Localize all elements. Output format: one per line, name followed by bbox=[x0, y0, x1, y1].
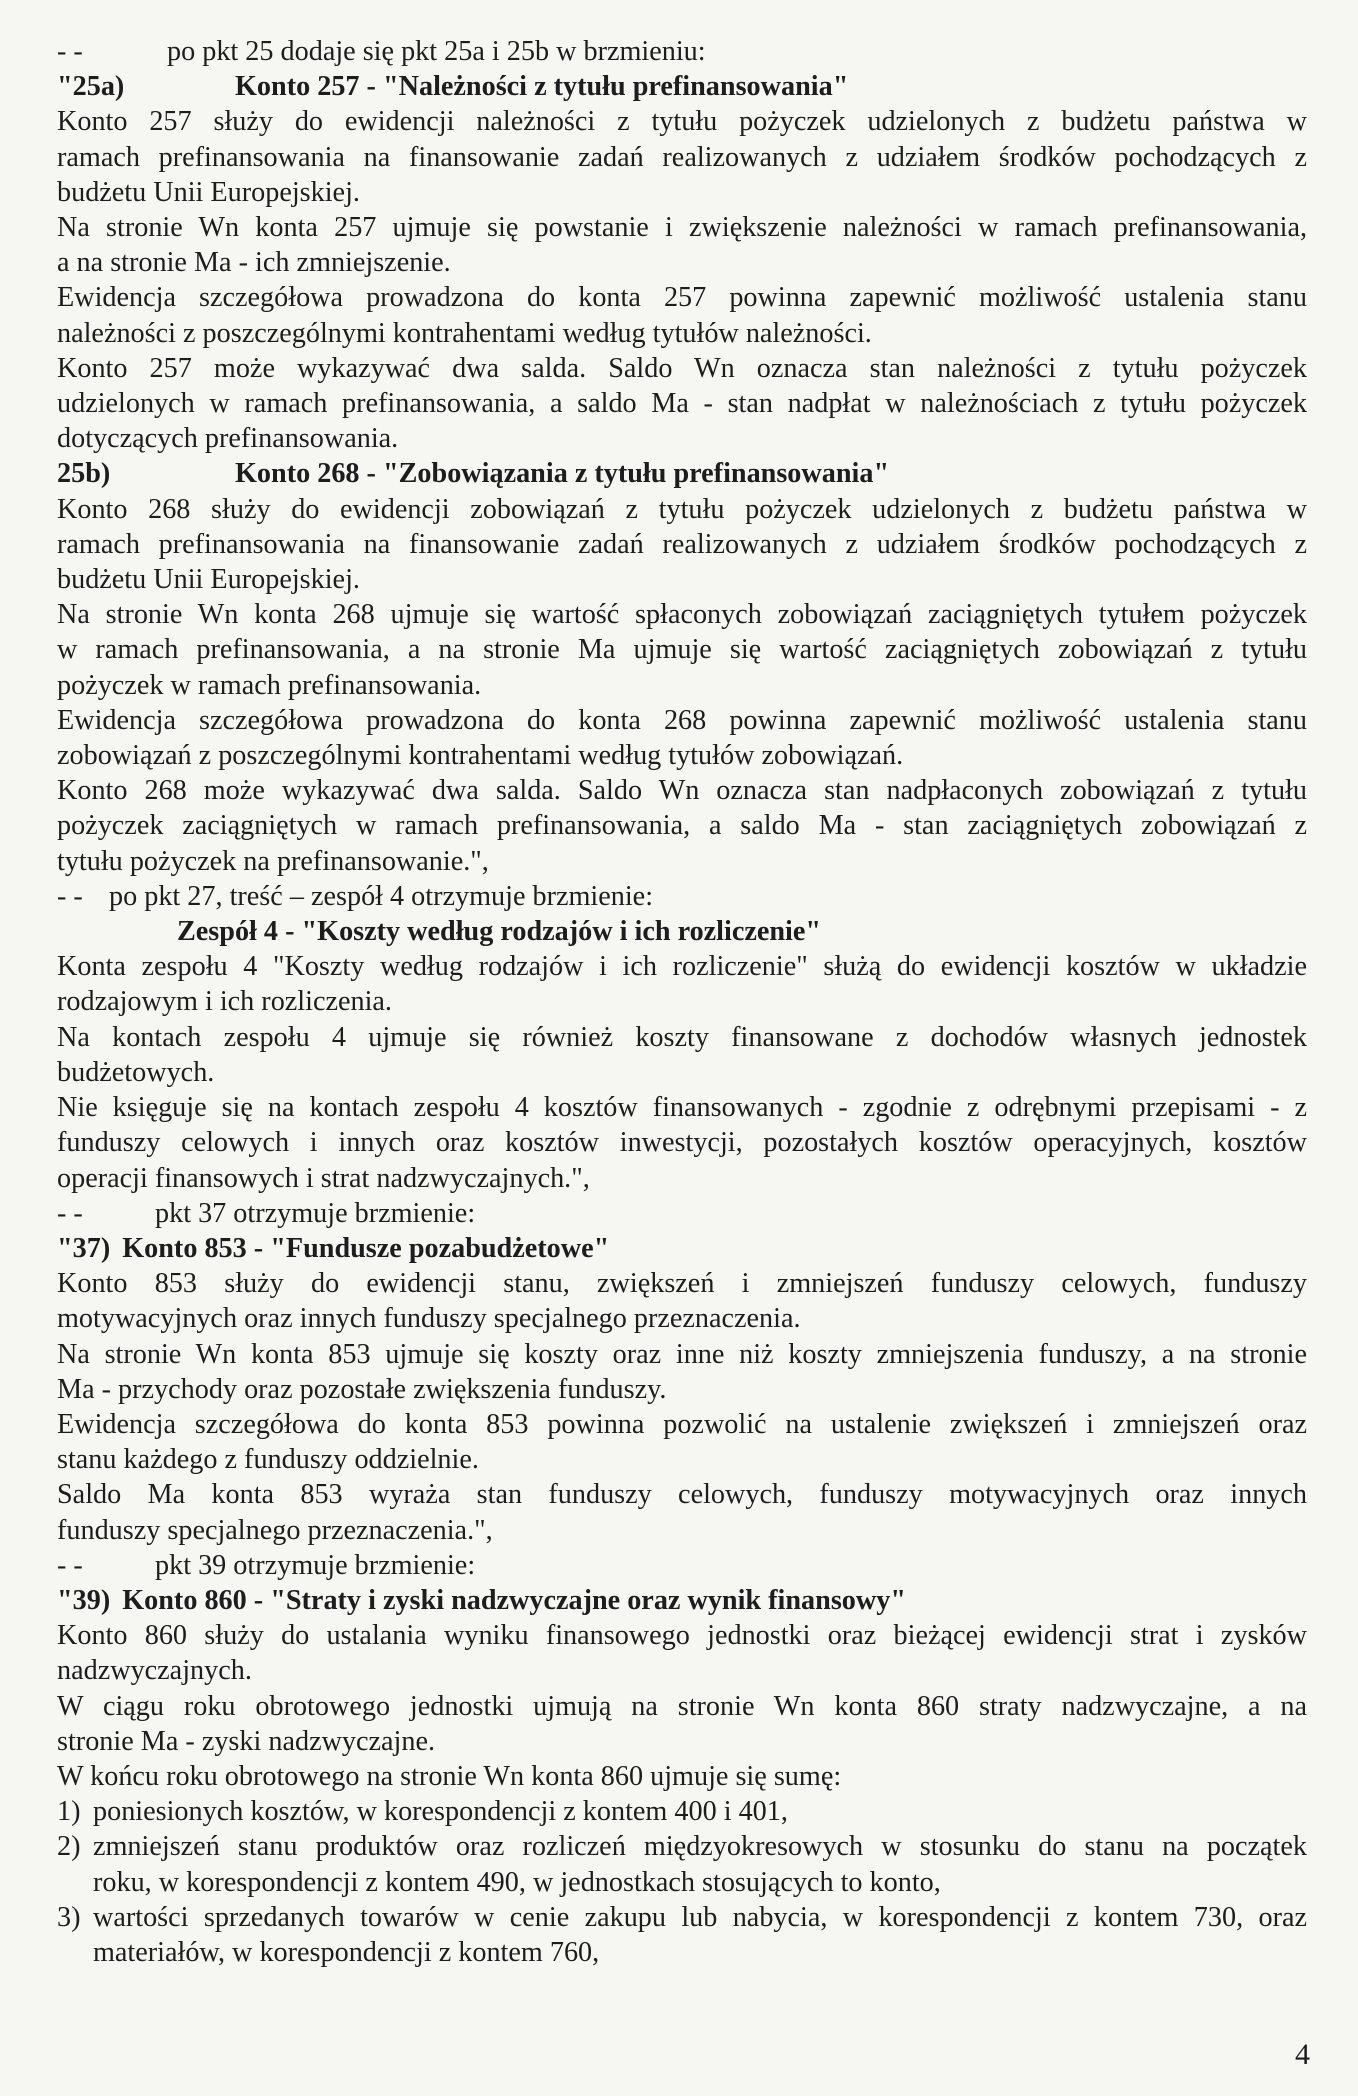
paragraph bbox=[57, 1618, 1307, 1688]
paragraph bbox=[57, 1407, 1307, 1477]
text-line: a na stronie Ma - ich zmniejszenie. bbox=[57, 247, 451, 279]
list-item bbox=[57, 1900, 1307, 1970]
section-39-heading bbox=[57, 1583, 1307, 1618]
section-number: "25a) bbox=[57, 71, 125, 103]
text-line: tytułu pożyczek na prefinansowanie.", bbox=[57, 845, 489, 877]
section-title: Konto 257 - "Należności z tytułu prefinansowania" bbox=[235, 71, 849, 103]
paragraph bbox=[57, 210, 1307, 280]
section-number: "37) bbox=[57, 1232, 111, 1264]
paragraph bbox=[57, 703, 1307, 773]
pkt37-text: pkt 37 otrzymuje brzmienie: bbox=[155, 1197, 476, 1229]
paragraph bbox=[57, 1689, 1307, 1759]
text-line: dotyczących prefinansowania. bbox=[57, 423, 399, 455]
paragraph bbox=[57, 280, 1307, 350]
text-line: materiałów, w korespondencji z kontem 760, bbox=[93, 1936, 600, 1968]
text-line: ramach prefinansowania na finansowanie zadań realizowanych z udziałem środków pochodzących z bbox=[57, 141, 1307, 173]
section-title: Konto 853 - "Fundusze pozabudżetowe" bbox=[122, 1232, 610, 1264]
section-title: Konto 860 - "Straty i zyski nadzwyczajne oraz wynik finansowy" bbox=[122, 1584, 906, 1616]
text-line: Konto 257 służy do ewidencji należności z tytułu pożyczek udzielonych z budżetu państwa w bbox=[57, 106, 1307, 138]
page-number: 4 bbox=[1295, 2038, 1310, 2071]
paragraph bbox=[57, 949, 1307, 1019]
text-line: W ciągu roku obrotowego jednostki ujmują na stronie Wn konta 860 straty nadzwyczajne, a na bbox=[57, 1690, 1307, 1722]
text-line: stronie Ma - zyski nadzwyczajne. bbox=[57, 1725, 436, 1757]
list-number: 3) bbox=[57, 1901, 81, 1933]
text-line: nadzwyczajnych. bbox=[57, 1655, 252, 1687]
text-line: w ramach prefinansowania, a na stronie Ma ujmuje się wartość zaciągniętych zobowiązań z tytułu bbox=[57, 634, 1307, 666]
paragraph bbox=[57, 1477, 1307, 1547]
text-line: zobowiązań z poszczególnymi kontrahentami według tytułów zobowiązań. bbox=[57, 740, 904, 772]
text-line: należności z poszczególnymi kontrahentami według tytułów należności. bbox=[57, 317, 872, 349]
text-line: Konto 853 służy do ewidencji stanu, zwiększeń i zmniejszeń funduszy celowych, funduszy bbox=[57, 1268, 1307, 1300]
list-number: 2) bbox=[57, 1831, 81, 1863]
text-line: Ma - przychody oraz pozostałe zwiększenia funduszy. bbox=[57, 1373, 667, 1405]
text-line: motywacyjnych oraz innych funduszy specjalnego przeznaczenia. bbox=[57, 1303, 801, 1335]
list-item bbox=[57, 1829, 1307, 1899]
text-line: rodzajowym i ich rozliczenia. bbox=[57, 986, 392, 1018]
text-line: Ewidencja szczegółowa prowadzona do konta 257 powinna zapewnić możliwość ustalenia stanu bbox=[57, 282, 1307, 314]
text-line: Nie księguje się na kontach zespołu 4 kosztów finansowanych - zgodnie z odrębnymi przepisami - z bbox=[57, 1092, 1307, 1124]
text-line: funduszy celowych i innych oraz kosztów inwestycji, pozostałych kosztów operacyjnych, kosztów bbox=[57, 1127, 1307, 1159]
text-line: operacji finansowych i strat nadzwyczajnych.", bbox=[57, 1162, 590, 1194]
pkt37-line bbox=[57, 1196, 1307, 1231]
list-number: 1) bbox=[57, 1796, 81, 1828]
section-25a-heading bbox=[57, 69, 1307, 104]
text-line: Na stronie Wn konta 268 ujmuje się wartość spłaconych zobowiązań zaciągniętych tytułem pożyczek bbox=[57, 599, 1307, 631]
text-line: Konto 860 służy do ustalania wyniku finansowego jednostki oraz bieżącej ewidencji strat i zysków bbox=[57, 1620, 1307, 1652]
text-line: Konto 268 może wykazywać dwa salda. Saldo Wn oznacza stan nadpłaconych zobowiązań z tytułu bbox=[57, 775, 1307, 807]
paragraph bbox=[57, 351, 1307, 457]
text-line: budżetu Unii Europejskiej. bbox=[57, 564, 360, 596]
document-page bbox=[57, 34, 1307, 1970]
intro-line bbox=[57, 34, 1307, 69]
text-line: Na stronie Wn konta 853 ujmuje się koszty oraz inne niż koszty zmniejszenia funduszy, a na stronie bbox=[57, 1338, 1307, 1370]
section-number: "39) bbox=[57, 1584, 111, 1616]
pkt27-line bbox=[57, 879, 1307, 914]
dash-marker: - - bbox=[57, 1197, 83, 1229]
text-line: budżetu Unii Europejskiej. bbox=[57, 176, 360, 208]
intro-text: po pkt 25 dodaje się pkt 25a i 25b w brzmieniu: bbox=[167, 36, 706, 67]
text-line: funduszy specjalnego przeznaczenia.", bbox=[57, 1514, 493, 1546]
text-line: Konta zespołu 4 "Koszty według rodzajów i ich rozliczenie" służą do ewidencji kosztów w układzie bbox=[57, 951, 1307, 983]
paragraph bbox=[57, 1020, 1307, 1090]
paragraph bbox=[57, 597, 1307, 703]
pkt27-text: po pkt 27, treść – zespół 4 otrzymuje brzmienie: bbox=[109, 880, 654, 912]
paragraph bbox=[57, 492, 1307, 598]
section-title: Konto 268 - "Zobowiązania z tytułu prefinansowania" bbox=[235, 458, 890, 490]
text-line: roku, w korespondencji z kontem 490, w jednostkach stosujących to konto, bbox=[93, 1866, 941, 1898]
dash-marker: - - bbox=[57, 1549, 83, 1581]
text-line: W końcu roku obrotowego na stronie Wn konta 860 ujmuje się sumę: bbox=[57, 1760, 842, 1792]
dash-marker: - - bbox=[57, 880, 83, 912]
text-line: ramach prefinansowania na finansowanie zadań realizowanych z udziałem środków pochodzących z bbox=[57, 528, 1307, 560]
pkt39-text: pkt 39 otrzymuje brzmienie: bbox=[155, 1549, 476, 1581]
text-line: Na stronie Wn konta 257 ujmuje się powstanie i zwiększenie należności w ramach prefinansowania, bbox=[57, 212, 1307, 244]
text-line: udzielonych w ramach prefinansowania, a saldo Ma - stan nadpłat w należnościach z tytułu pożyczek bbox=[57, 388, 1307, 420]
text-line: Konto 268 służy do ewidencji zobowiązań z tytułu pożyczek udzielonych z budżetu państwa w bbox=[57, 493, 1307, 525]
text-line: Saldo Ma konta 853 wyraża stan funduszy celowych, funduszy motywacyjnych oraz innych bbox=[57, 1479, 1307, 1511]
text-line: pożyczek w ramach prefinansowania. bbox=[57, 669, 482, 701]
text-line: Konto 257 może wykazywać dwa salda. Saldo Wn oznacza stan należności z tytułu pożyczek bbox=[57, 352, 1307, 384]
zespol-4-heading bbox=[57, 914, 1307, 949]
text-line: stanu każdego z funduszy oddzielnie. bbox=[57, 1444, 479, 1476]
pkt39-line bbox=[57, 1548, 1307, 1583]
paragraph bbox=[57, 104, 1307, 210]
paragraph bbox=[57, 1759, 1307, 1794]
text-line: Ewidencja szczegółowa do konta 853 powinna pozwolić na ustalenie zwiększeń i zmniejszeń oraz bbox=[57, 1408, 1307, 1440]
text-line: Na kontach zespołu 4 ujmuje się również koszty finansowane z dochodów własnych jednostek bbox=[57, 1021, 1307, 1053]
text-line: budżetowych. bbox=[57, 1056, 215, 1088]
section-25b-heading bbox=[57, 456, 1307, 491]
text-line: wartości sprzedanych towarów w cenie zakupu lub nabycia, w korespondencji z kontem 730, oraz bbox=[93, 1901, 1307, 1933]
paragraph bbox=[57, 1090, 1307, 1196]
dash-marker: - - bbox=[57, 36, 83, 67]
section-title: Zespół 4 - "Koszty według rodzajów i ich rozliczenie" bbox=[177, 916, 822, 948]
text-line: poniesionych kosztów, w korespondencji z kontem 400 i 401, bbox=[93, 1796, 788, 1828]
paragraph bbox=[57, 1337, 1307, 1407]
text-line: Ewidencja szczegółowa prowadzona do konta 268 powinna zapewnić możliwość ustalenia stanu bbox=[57, 704, 1307, 736]
paragraph bbox=[57, 773, 1307, 879]
section-37-heading bbox=[57, 1231, 1307, 1266]
text-line: zmniejszeń stanu produktów oraz rozliczeń międzyokresowych w stosunku do stanu na początek bbox=[93, 1831, 1307, 1863]
list-item bbox=[57, 1794, 1307, 1829]
paragraph bbox=[57, 1266, 1307, 1336]
text-line: pożyczek zaciągniętych w ramach prefinansowania, a saldo Ma - stan zaciągniętych zobowiązań z bbox=[57, 810, 1307, 842]
section-number: 25b) bbox=[57, 458, 111, 490]
